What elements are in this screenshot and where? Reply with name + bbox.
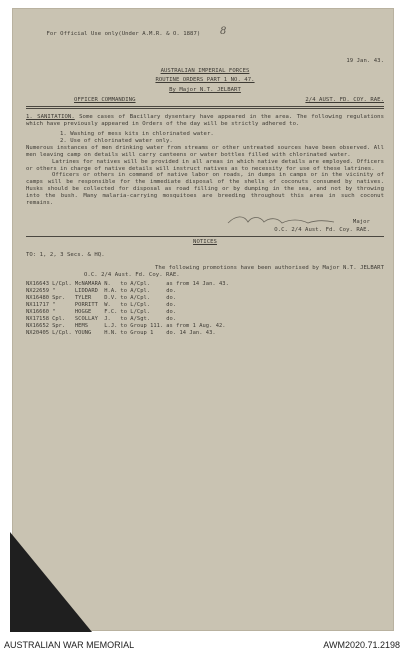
promotion-row — [26, 288, 232, 295]
initials: F.C. — [104, 309, 118, 316]
promotion-row — [26, 330, 232, 337]
signature-rank: Major — [352, 218, 370, 225]
old-rank: " — [52, 288, 56, 295]
service-number: NX16643 — [26, 281, 50, 288]
new-rank: to Group 1 — [120, 330, 154, 337]
force-heading: AUSTRALIAN IMPERIAL FORCES — [160, 67, 250, 74]
effective-date: do. — [166, 288, 177, 295]
signature-block: O.C. 2/4 Aust. Fd. Coy. RAE. — [274, 226, 370, 233]
service-number: NX16480 — [26, 295, 50, 302]
initials: J. — [104, 316, 111, 323]
old-rank: " — [52, 309, 56, 316]
promotion-intro: The following promotions have been authorised by Major N.T. JELBART — [155, 264, 384, 271]
issued-by: By Major N.T. JELBART — [169, 87, 241, 94]
notices-title: NOTICES — [193, 238, 217, 245]
old-rank: " — [52, 302, 56, 309]
old-rank: Spr. — [52, 295, 66, 302]
promotion-row — [26, 302, 232, 309]
surname: TYLER — [74, 295, 92, 302]
sanitation-paragraph — [26, 114, 384, 128]
promotions-table — [26, 281, 232, 337]
effective-date: do. 14 Jan. 43. — [166, 330, 216, 337]
promotion-row — [26, 295, 232, 302]
initials: W. — [104, 302, 111, 309]
surname: YOUNG — [74, 330, 92, 337]
old-rank: L/Cpl. — [52, 330, 72, 337]
service-number: NX20405 — [26, 330, 50, 337]
service-number: NX17158 — [26, 316, 50, 323]
footer-accession-number: AWM2020.71.2198 — [323, 639, 400, 650]
unit-name: 2/4 AUST. FD. COY. RAE. — [305, 97, 384, 104]
old-rank: Spr. — [52, 323, 66, 330]
notices-recipients: TO: 1, 2, 3 Secs. & HQ. — [26, 251, 105, 258]
orders-heading: ROUTINE ORDERS PART 1 NO. 47. — [155, 77, 255, 84]
new-rank: to A/Cpl. — [120, 281, 151, 288]
promotion-row — [26, 281, 232, 288]
service-number: NX22659 — [26, 288, 50, 295]
surname: McNAMARA — [74, 281, 102, 288]
notices-rule — [26, 236, 384, 237]
effective-date: do. — [166, 302, 177, 309]
promotion-row — [26, 316, 232, 323]
promotion-row — [26, 323, 232, 330]
new-rank: to L/Cpl. — [120, 309, 151, 316]
officer-line — [26, 97, 384, 104]
footer-institution: AUSTRALIAN WAR MEMORIAL — [4, 639, 135, 650]
surname: LIDDARD — [74, 288, 98, 295]
new-rank: to A/Cpl. — [120, 295, 151, 302]
signature-area — [26, 213, 384, 227]
effective-date: do. — [166, 295, 177, 302]
initials: L.J. — [104, 323, 118, 330]
routine-orders-document — [26, 24, 384, 337]
initials: D.V. — [104, 295, 118, 302]
footer-bar — [0, 636, 404, 653]
sanitation-heading: 1. SANITATION. — [26, 114, 75, 121]
sanitation-item-2: 2. Use of chlorinated water only. — [60, 137, 173, 144]
surname: HEMS — [74, 323, 89, 330]
service-number: NX16660 — [26, 309, 50, 316]
surname: SCOLLAY — [74, 316, 98, 323]
handwritten-mark: 8 — [220, 26, 227, 37]
service-number: NX16652 — [26, 323, 50, 330]
effective-date: as from 14 Jan. 43. — [166, 281, 229, 288]
effective-date: as from 1 Aug. 42. — [166, 323, 226, 330]
new-rank: to L/Cpl. — [120, 302, 151, 309]
sanitation-intro: Some cases of Bacillary dysentary have appeared in the area. The following regulations which have previously appeared in Orders of the day will be strictly adhered to. — [26, 114, 384, 128]
new-rank: to A/Cpl. — [120, 288, 151, 295]
promotion-row — [26, 309, 232, 316]
official-use-line: For Official Use only(Under A.M.R. & O. 1887) — [46, 30, 201, 37]
old-rank: L/Cpl. — [52, 281, 72, 288]
service-number: NX11717 — [26, 302, 50, 309]
surname: PORRITT — [74, 302, 98, 309]
officer-title: OFFICER COMMANDING — [74, 97, 136, 104]
surname: HOGGE — [74, 309, 92, 316]
header-rule — [26, 106, 384, 109]
initials: H.N. — [104, 330, 118, 337]
coconut-paragraph: Officers or others in command of native labor on roads, in dumps in camps or in the vicinity of camps will be responsible for the immediate disposal of the shells of coconuts consumed by natives. Husks should be collected for disposal as road filling or by dumping in the sea, and not by throwing into the bush. Many malaria-carrying mosquitoes are breeding throughout this area in such coconut remains. — [26, 172, 384, 207]
new-rank: to A/Sgt. — [120, 316, 151, 323]
order-date: 19 Jan. 43. — [346, 57, 384, 64]
old-rank: Cpl. — [52, 316, 66, 323]
effective-date: do. — [166, 316, 177, 323]
drinking-water-paragraph: Numerous instances of men drinking water from streams or other untreated sources have been observed. All men leaving camp on details will carry canteens or water bottles filled with chlorinated water. — [26, 144, 384, 158]
new-rank: to Group 111. — [120, 323, 164, 330]
latrines-paragraph: Latrines for natives will be provided in all areas in which native details are employed. Officers or others in charge of native details will instruct natives as to necessity for use of these latrines. — [26, 158, 384, 172]
initials: N. — [104, 281, 111, 288]
promotion-intro-unit: O.C. 2/4 Aust. Fd. Coy. RAE. — [84, 271, 180, 278]
initials: H.A. — [104, 288, 118, 295]
sanitation-item-1: 1. Washing of mess kits in chlorinated water. — [60, 130, 214, 137]
handwritten-signature — [226, 213, 336, 227]
effective-date: do. — [166, 309, 177, 316]
